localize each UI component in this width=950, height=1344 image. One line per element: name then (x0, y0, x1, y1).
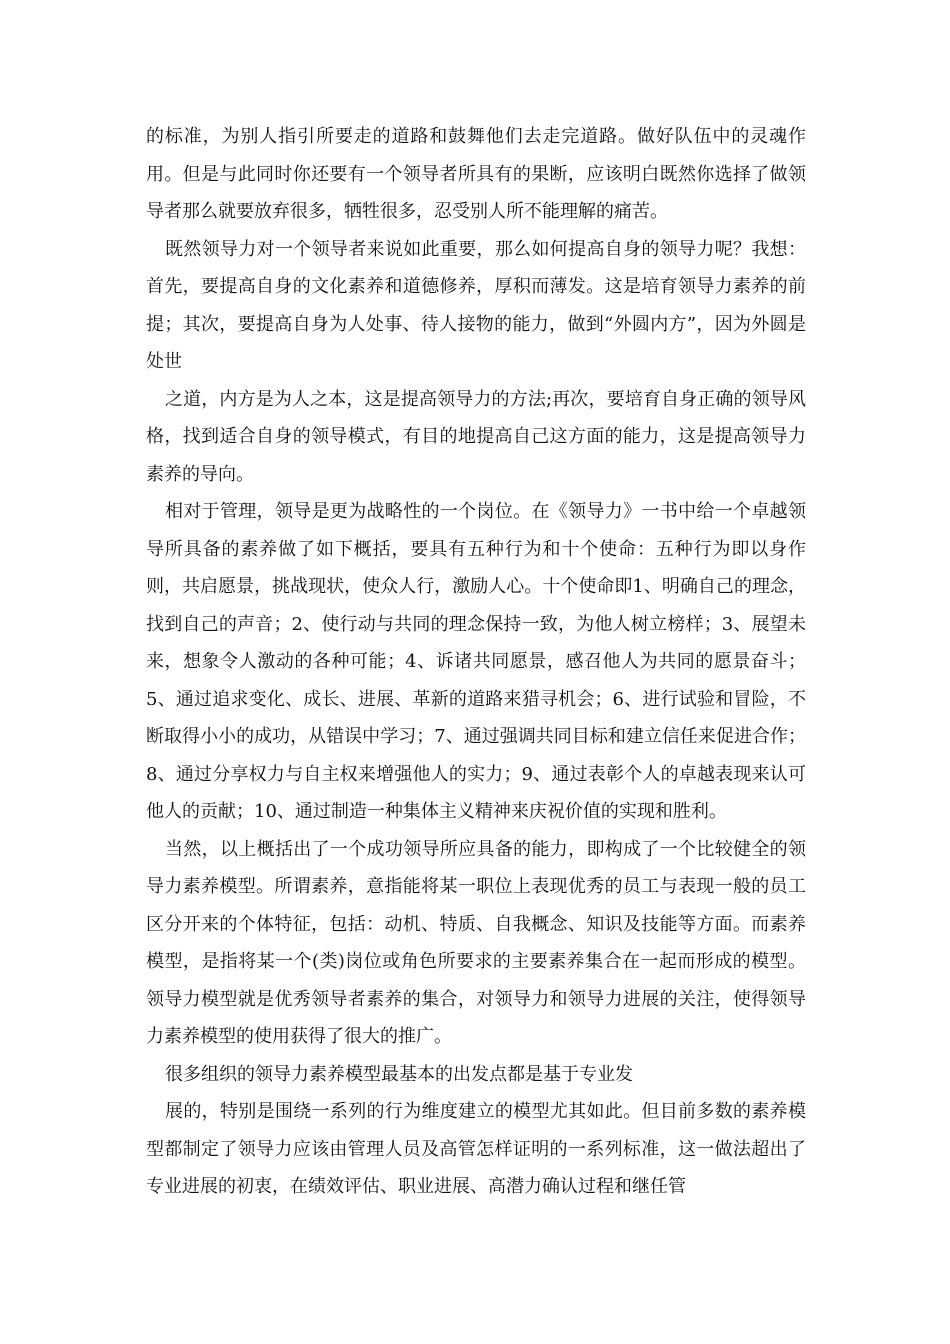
paragraph-way-of-conduct: 之道，内方是为人之本，这是提高领导力的方法;再次，要培育自身正确的领导风格，找到适合自身的领导模式，有目的地提高自己这方面的能力，这是提高领导力素养的导向。 (146, 388, 806, 485)
paragraph-organizations-starting-point: 很多组织的领导力素养模型最基本的出发点都是基于专业发 (165, 1063, 633, 1085)
paragraph-competency-model: 当然，以上概括出了一个成功领导所应具备的能力，即构成了一个比较健全的领导力素养模型。所谓素养，意指能将某一职位上表现优秀的员工与表现一般的员工区分开来的个体特征，包括：动机、特质、自我概念、知识及技能等方面。而素养模型，是指将某一个(类)岗位或角色所要求的主要素养集合在一起而形成的模型。领导力模型就是优秀领导者素养的集合，对领导力和领导力进展的关注，使得领导力素养模型的使用获得了很大的推广。 (146, 838, 806, 1047)
paragraph-five-behaviors-ten-missions: 相对于管理，领导是更为战略性的一个岗位。在《领导力》一书中给一个卓越领导所具备的素养做了如下概括，要具有五种行为和十个使命：五种行为即以身作则，共启愿景，挑战现状，使众人行，激励人心。十个使命即1、明确自己的理念，找到自己的声音；2、使行动与共同的理念保持一致，为他人树立榜样；3、展望未来，想象令人激动的各种可能；4、诉诸共同愿景，感召他人为共同的愿景奋斗；5、通过追求变化、成长、进展、革新的道路来猎寻机会；6、进行试验和冒险，不断取得小小的成功，从错误中学习；7、通过强调共同目标和建立信任来促进合作；8、通过分享权力与自主权来增强他人的实力；9、通过表彰个人的卓越表现来认可他人的贡献；10、通过制造一种集体主义精神来庆祝价值的实现和胜利。 (146, 501, 806, 822)
paragraph-behavior-dimensions: 展的，特别是围绕一系列的行为维度建立的模型尤其如此。但目前多数的素养模型都制定了领导力应该由管理人员及高管怎样证明的一系列标准，这一做法超出了专业进展的初衷，在绩效评估、职业进展、高潜力确认过程和继任管 (146, 1101, 806, 1197)
paragraph-leader-standard: 的标准，为别人指引所要走的道路和鼓舞他们去走完道路。做好队伍中的灵魂作用。但是与此同时你还要有一个领导者所具有的果断，应该明白既然你选择了做领导者那么就要放弃很多，牺牲很多，忍受别人所不能理解的痛苦。 (146, 126, 806, 222)
document-body (146, 118, 806, 1206)
paragraph-improve-leadership: 既然领导力对一个领导者来说如此重要，那么如何提高自身的领导力呢？我想：首先，要提高自身的文化素养和道德修养，厚积而薄发。这是培育领导力素养的前提；其次，要提高自身为人处事、待人接物的能力，做到“外圆内方”，因为外圆是处世 (146, 238, 806, 372)
